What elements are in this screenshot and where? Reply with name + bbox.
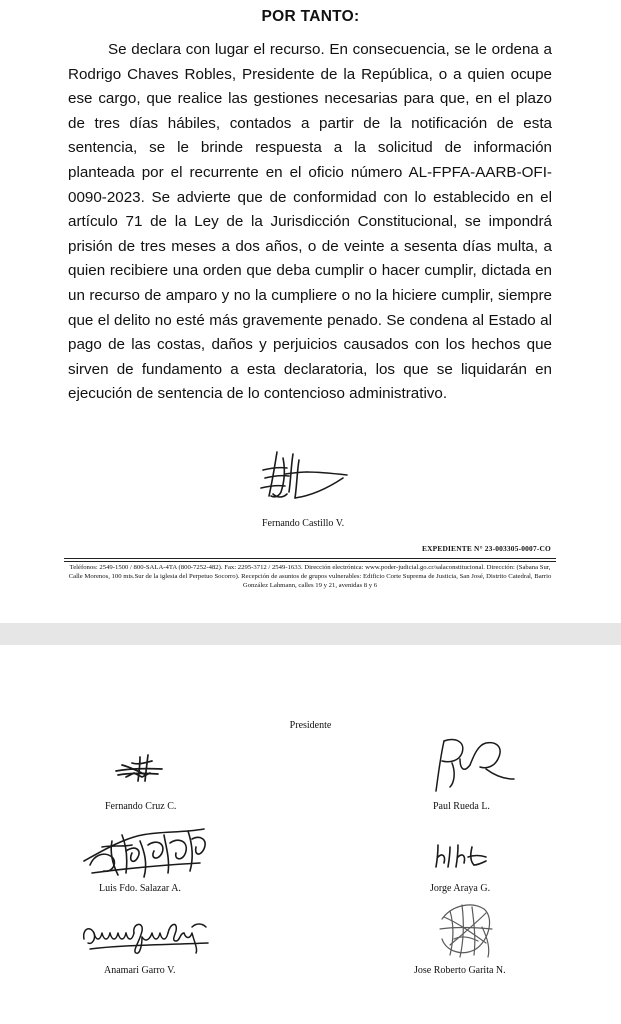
- document-page-2: [0, 645, 621, 1024]
- footer-contact-info: Teléfonos: 2549-1500 / 800-SALA-4TA (800-7252-482). Fax: 2295-3712 / 2549-1633. Dirección electrónica: www.poder-judicial.go.cr/salaconstitucional. Dirección: (Sabana Sur, Calle Morenos, 100 mts.Sur de la iglesia del Perpetuo Socorro). Recepción de asuntos de grupos vulnerables: Edificio Corte Suprema de Justicia, San José, Distrito Catedral, Barrio González Lahmann, calles 19 y 21, avenidas 8 y 6: [68, 564, 552, 589]
- signer-name-cruz: Fernando Cruz C.: [105, 801, 177, 812]
- footer-divider-thin: [64, 561, 556, 562]
- footer-divider: [64, 558, 556, 559]
- signer-name-salazar: Luis Fdo. Salazar A.: [99, 883, 181, 894]
- page-separator: [0, 623, 621, 645]
- signature-rueda: [426, 735, 518, 793]
- case-number: EXPEDIENTE N° 23-003305-0007-CO: [421, 544, 551, 553]
- signer-name-garro: Anamari Garro V.: [104, 965, 176, 976]
- role-label-presidente: Presidente: [289, 720, 332, 731]
- signature-araya: [434, 841, 490, 871]
- signer-name-garita: Jose Roberto Garita N.: [414, 965, 506, 976]
- signer-name-castillo: Fernando Castillo V.: [262, 518, 345, 529]
- signer-name-araya: Jorge Araya G.: [430, 883, 491, 894]
- signature-cruz: [112, 753, 172, 783]
- resolution-paragraph: Se declara con lugar el recurso. En consecuencia, se le ordena a Rodrigo Chaves Robles, Presidente de la República, o a quien ocupe ese cargo, que realice las gestiones necesarias para que, en el plazo de tres días hábiles, contados a partir de la notificación de esta sentencia, se le brinde respuesta a la solicitud de información planteada por el recurrente en el oficio número AL-FPFA-AARB-OFI-0090-2023. Se advierte que de conformidad con lo establecido en el artículo 71 de la Ley de la Jurisdicción Constitucional, se impondrá prisión de tres meses a dos años, o de veinte a sesenta días multa, a quien recibiere una orden que deba cumplir o hacer cumplir, dictada en un recurso de amparo y no la cumpliere o no la hiciere cumplir, siempre que el delito no esté más gravemente penado. Se condena al Estado al pago de las costas, daños y perjuicios causados con los hechos que sirven de fundamento a esta declaratoria, los que se liquidarán en ejecución de sentencia de lo contencioso administrativo.: [68, 41, 552, 403]
- signature-salazar: [82, 821, 212, 883]
- signature-garro: [80, 915, 212, 955]
- signer-name-rueda: Paul Rueda L.: [433, 801, 490, 812]
- section-heading: POR TANTO:: [261, 8, 360, 25]
- signature-castillo: [255, 448, 355, 508]
- signature-garita: [432, 899, 498, 959]
